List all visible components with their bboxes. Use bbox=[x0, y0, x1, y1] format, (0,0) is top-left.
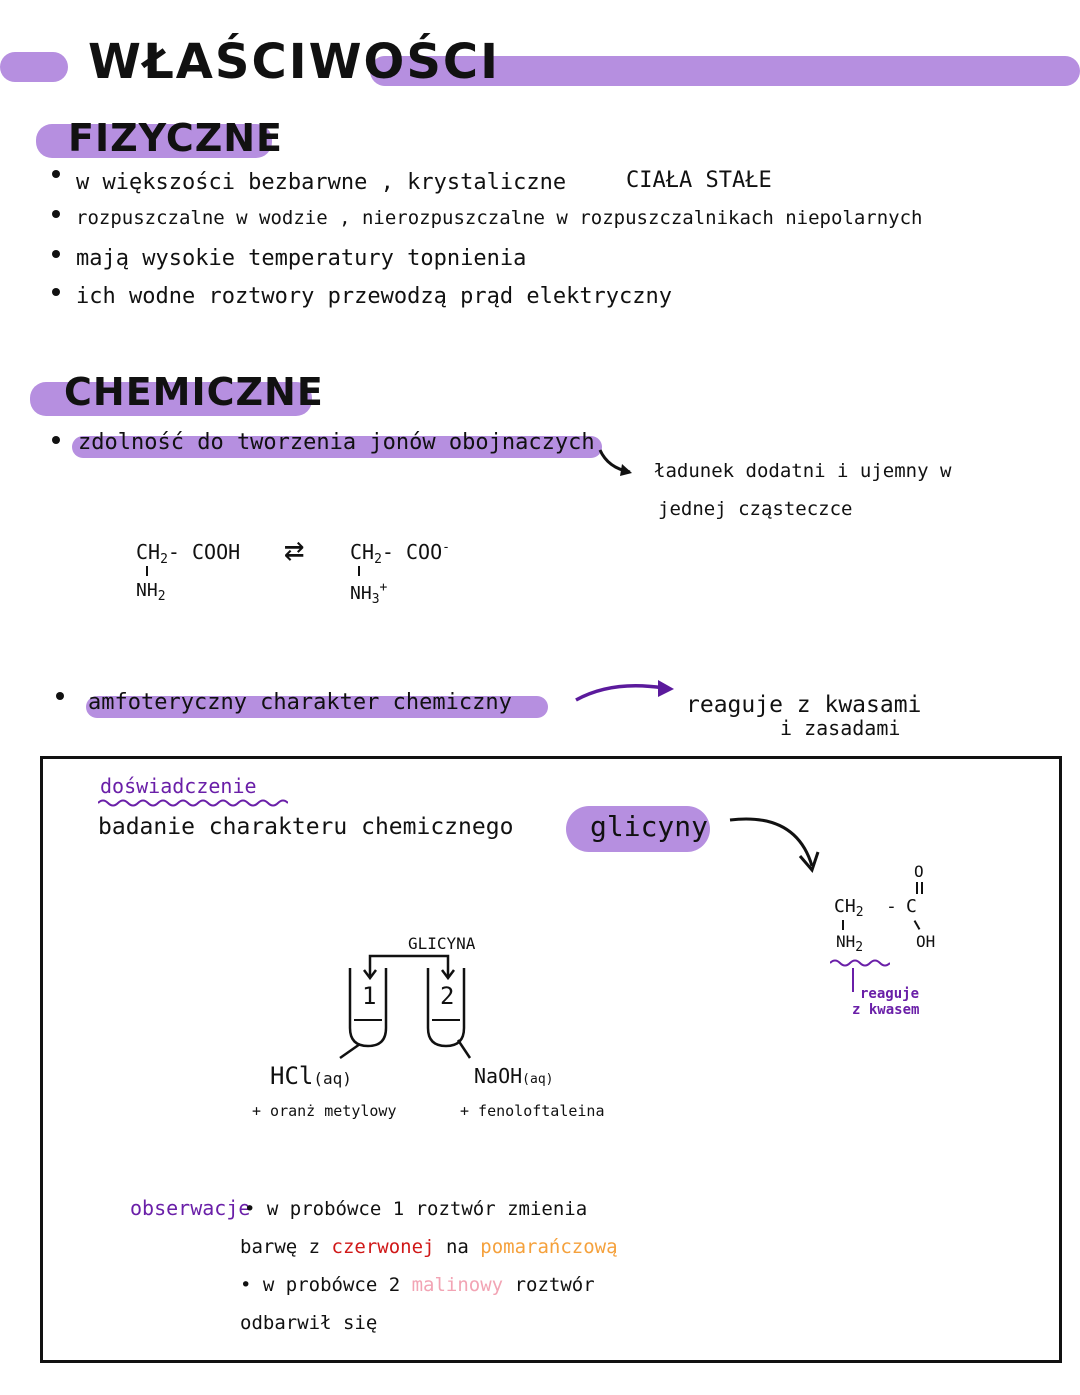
amphoteric-result-line2: i zasadami bbox=[780, 716, 901, 740]
amphoteric-result-line1: reaguje z kwasami bbox=[686, 692, 922, 718]
equilibrium-arrow-icon: ⇄ bbox=[284, 530, 305, 570]
glycine-highlight-text: glicyny bbox=[590, 810, 709, 843]
physical-item-1-extra: CIAŁA STAŁE bbox=[626, 168, 772, 193]
bullet bbox=[52, 288, 60, 296]
carbon-atom: C bbox=[906, 896, 917, 917]
oh-group: OH bbox=[916, 932, 936, 951]
physical-item-3: mają wysokie temperatury topnienia bbox=[76, 246, 527, 271]
title-bar-left bbox=[0, 52, 68, 82]
reagent2: NaOH(aq) bbox=[474, 1064, 554, 1088]
nh2-group: $NH_2$ bbox=[836, 932, 864, 955]
glycine-left-bottom: $NH_2$ bbox=[136, 580, 166, 604]
zwitterion-note-line2: jednej cząsteczce bbox=[658, 498, 853, 520]
observations-label: obserwacje bbox=[130, 1196, 251, 1220]
bullet bbox=[52, 170, 60, 178]
observation-line-1: • w probówce 1 roztwór zmienia bbox=[244, 1198, 588, 1220]
tube1-number: 1 bbox=[362, 982, 377, 1010]
oxygen-atom: O bbox=[914, 862, 924, 881]
physical-item-2: rozpuszczalne w wodzie , nierozpuszczalne w rozpuszczalnikach niepolarnych bbox=[76, 207, 923, 229]
bullet bbox=[52, 210, 60, 218]
structure-note-line2: z kwasem bbox=[852, 1002, 920, 1018]
glycine-left-top: $CH_2-$ COOH bbox=[136, 540, 241, 567]
bullet bbox=[52, 250, 60, 258]
bond-line bbox=[358, 566, 360, 576]
double-bond bbox=[916, 882, 918, 894]
ch2-group: $CH_2$ bbox=[834, 896, 864, 920]
physical-item-1: w większości bezbarwne , krystaliczne bbox=[76, 170, 567, 195]
bond-line bbox=[842, 920, 844, 930]
observation-line-3: • w probówce 2 malinowy roztwór bbox=[240, 1274, 595, 1296]
curved-arrow-down-icon bbox=[726, 812, 826, 878]
test-tubes-icon bbox=[330, 950, 490, 1060]
tube2-number: 2 bbox=[440, 982, 455, 1010]
bullet bbox=[52, 436, 60, 444]
glycine-right-top: $CH_2-$ COO- bbox=[350, 540, 450, 567]
experiment-subject: badanie charakteru chemicznego bbox=[98, 814, 514, 840]
reagent1-indicator: + oranż metylowy bbox=[252, 1102, 397, 1120]
bond-dash: - bbox=[886, 896, 897, 917]
zwitterion-note-line1: ładunek dodatni i ujemny w bbox=[654, 460, 952, 482]
curved-arrow-icon bbox=[596, 446, 640, 480]
amphoteric-text: amfoteryczny charakter chemiczny bbox=[88, 690, 512, 715]
wavy-underline bbox=[98, 798, 288, 808]
glycine-tube-label: GLICYNA bbox=[408, 934, 476, 953]
zwitterion-text: zdolność do tworzenia jonów obojnaczych bbox=[78, 430, 595, 455]
reagent1: HCl(aq) bbox=[270, 1062, 352, 1090]
bond-line bbox=[146, 566, 148, 576]
physical-item-4: ich wodne roztwory przewodzą prąd elektryczny bbox=[76, 284, 673, 309]
chemical-heading: CHEMICZNE bbox=[64, 370, 324, 414]
physical-heading: FIZYCZNE bbox=[68, 116, 284, 160]
bullet bbox=[56, 692, 64, 700]
experiment-label: doświadczenie bbox=[100, 774, 257, 798]
reagent2-indicator: + fenoloftaleina bbox=[460, 1102, 605, 1120]
observation-line-2: barwę z czerwonej na pomarańczową bbox=[240, 1236, 618, 1258]
arrow-right-icon bbox=[572, 678, 678, 708]
structure-note-line1: reaguje bbox=[860, 986, 920, 1002]
pointer-line bbox=[852, 968, 854, 992]
page-title: WŁAŚCIWOŚCI bbox=[88, 34, 500, 90]
experiment-box bbox=[40, 756, 1062, 1363]
observation-line-4: odbarwił się bbox=[240, 1312, 378, 1334]
wavy-underline bbox=[830, 958, 890, 968]
glycine-right-bottom: $NH_3^+$ bbox=[350, 580, 388, 607]
